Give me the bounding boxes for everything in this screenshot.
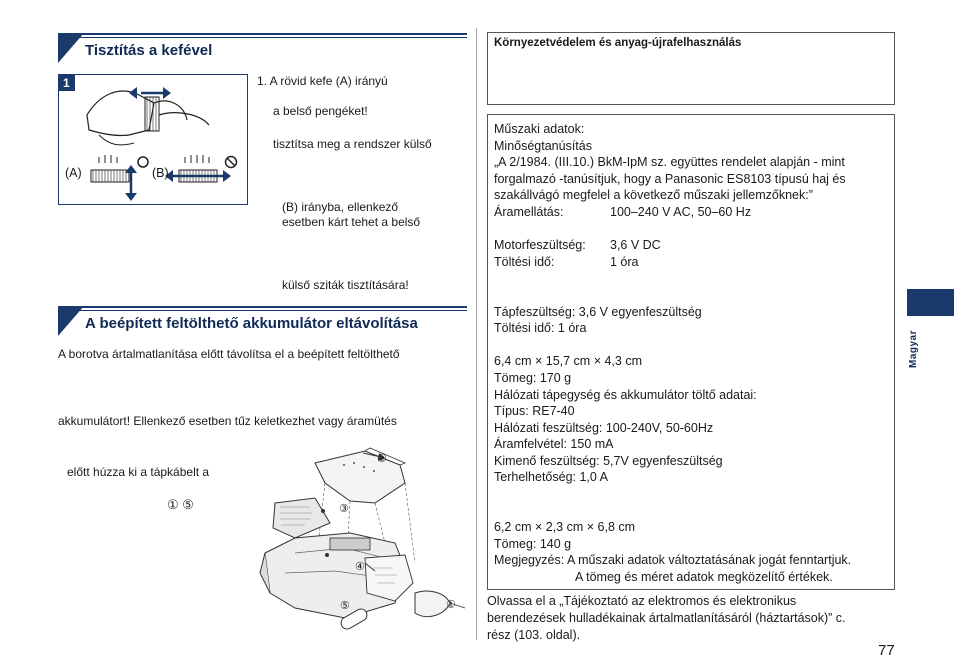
brush-text-line: a belső pengéket! bbox=[273, 104, 368, 118]
environment-title: Környezetvédelem és anyag-újrafelhasználás bbox=[494, 37, 742, 49]
spec-row: Terhelhetőség: 1,0 A bbox=[494, 470, 608, 485]
footer-text-line: rész (103. oldal). bbox=[487, 628, 581, 642]
spec-row: szakállvágó megfelel a következő műszaki jellemzőknek:” bbox=[494, 188, 813, 203]
spec-row: Minőségtanúsítás bbox=[494, 138, 592, 153]
spec-row bbox=[494, 221, 851, 238]
spec-row: 6,2 cm × 2,3 cm × 6,8 cm bbox=[494, 520, 636, 535]
spec-row: A tömeg és méret adatok megközelítő értékek. bbox=[575, 570, 833, 585]
spec-row: Motorfeszültség: 3,6 V DC bbox=[494, 238, 661, 253]
language-label: Magyar bbox=[908, 329, 919, 368]
brush-text-line: esetben kárt tehet a belső bbox=[282, 215, 421, 229]
spec-row: Megjegyzés: A műszaki adatok változtatásának jogát fenntartjuk. bbox=[494, 553, 852, 568]
callout-3: ③ bbox=[339, 503, 349, 515]
spec-row: Tápfeszültség: 3,6 V egyenfeszültség bbox=[494, 304, 702, 319]
section-title-brush: Tisztítás a kefével bbox=[85, 42, 213, 59]
spec-row: Töltési idő: 1 óra bbox=[494, 254, 639, 269]
battery-step-refs: ① ⑤ bbox=[167, 497, 194, 512]
spec-row: Áramellátás: 100–240 V AC, 50–60 Hz bbox=[494, 204, 752, 219]
spec-row: Hálózati feszültség: 100-240V, 50-60Hz bbox=[494, 420, 714, 435]
spec-row bbox=[494, 486, 851, 503]
language-tab bbox=[907, 289, 954, 316]
callout-4: ④ bbox=[355, 561, 365, 573]
spec-row: Típus: RE7-40 bbox=[494, 404, 575, 419]
brush-cleaning-drawing bbox=[59, 75, 249, 206]
brush-text-line: külső sziták tisztítására! bbox=[282, 278, 409, 292]
spec-row: Kimenő feszültség: 5,7V egyenfeszültség bbox=[494, 453, 723, 468]
spec-list bbox=[494, 121, 851, 586]
brush-text-line: (B) irányba, ellenkező bbox=[282, 200, 399, 214]
spec-row bbox=[494, 337, 851, 354]
callout-2: ② bbox=[377, 453, 387, 465]
battery-removal-drawing bbox=[255, 443, 467, 638]
spec-row bbox=[494, 503, 851, 520]
section-title-battery: A beépített feltölthető akkumulátor eltávolítása bbox=[85, 315, 418, 332]
environment-box bbox=[487, 32, 895, 105]
spec-row: Áramfelvétel: 150 mA bbox=[494, 437, 614, 452]
page-number: 77 bbox=[878, 642, 895, 659]
spec-row: Tömeg: 140 g bbox=[494, 536, 572, 551]
spec-row: Hálózati tápegység és akkumulátor töltő adatai: bbox=[494, 387, 757, 402]
spec-row: Műszaki adatok: bbox=[494, 122, 585, 136]
spec-row: Tömeg: 170 g bbox=[494, 370, 572, 385]
brush-text-line: 1. A rövid kefe (A) irányú bbox=[257, 74, 388, 88]
label-b: (B) bbox=[152, 166, 169, 180]
spec-row: 6,4 cm × 15,7 cm × 4,3 cm bbox=[494, 354, 642, 369]
footer-text-line: Olvassa el a „Tájékoztató az elektromos és elektronikus bbox=[487, 594, 797, 608]
spec-row: Töltési idő: 1 óra bbox=[494, 321, 587, 336]
footer-text-line: berendezések hulladékainak ártalmatlanításáról (háztartások)” c. bbox=[487, 611, 846, 625]
brush-illustration bbox=[58, 74, 248, 205]
label-a: (A) bbox=[65, 166, 82, 180]
battery-text-line: előtt húzza ki a tápkábelt a bbox=[67, 465, 210, 479]
battery-text-line: akkumulátort! Ellenkező esetben tűz keletkezhet vagy áramütés bbox=[58, 414, 397, 428]
specifications-box bbox=[487, 114, 895, 590]
callout-1: ① bbox=[446, 599, 456, 611]
callout-5: ⑤ bbox=[340, 600, 350, 612]
step-number: 1 bbox=[63, 76, 70, 90]
section-heading-brush bbox=[58, 33, 467, 65]
spec-row: forgalmazó -tanúsítjuk, hogy a Panasonic ES8103 típusú haj és bbox=[494, 171, 846, 186]
language-label-wrap bbox=[904, 320, 924, 380]
column-divider bbox=[476, 28, 477, 640]
section-heading-battery bbox=[58, 306, 467, 338]
battery-text-line: A borotva ártalmatlanítása előtt távolítsa el a beépített feltölthető bbox=[58, 347, 400, 361]
brush-text-line: tisztítsa meg a rendszer külső bbox=[273, 137, 432, 151]
spec-row: „A 2/1984. (III.10.) BkM-IpM sz. együttes rendelet alapján - mint bbox=[494, 155, 845, 170]
spec-row bbox=[494, 270, 851, 287]
spec-row bbox=[494, 287, 851, 304]
